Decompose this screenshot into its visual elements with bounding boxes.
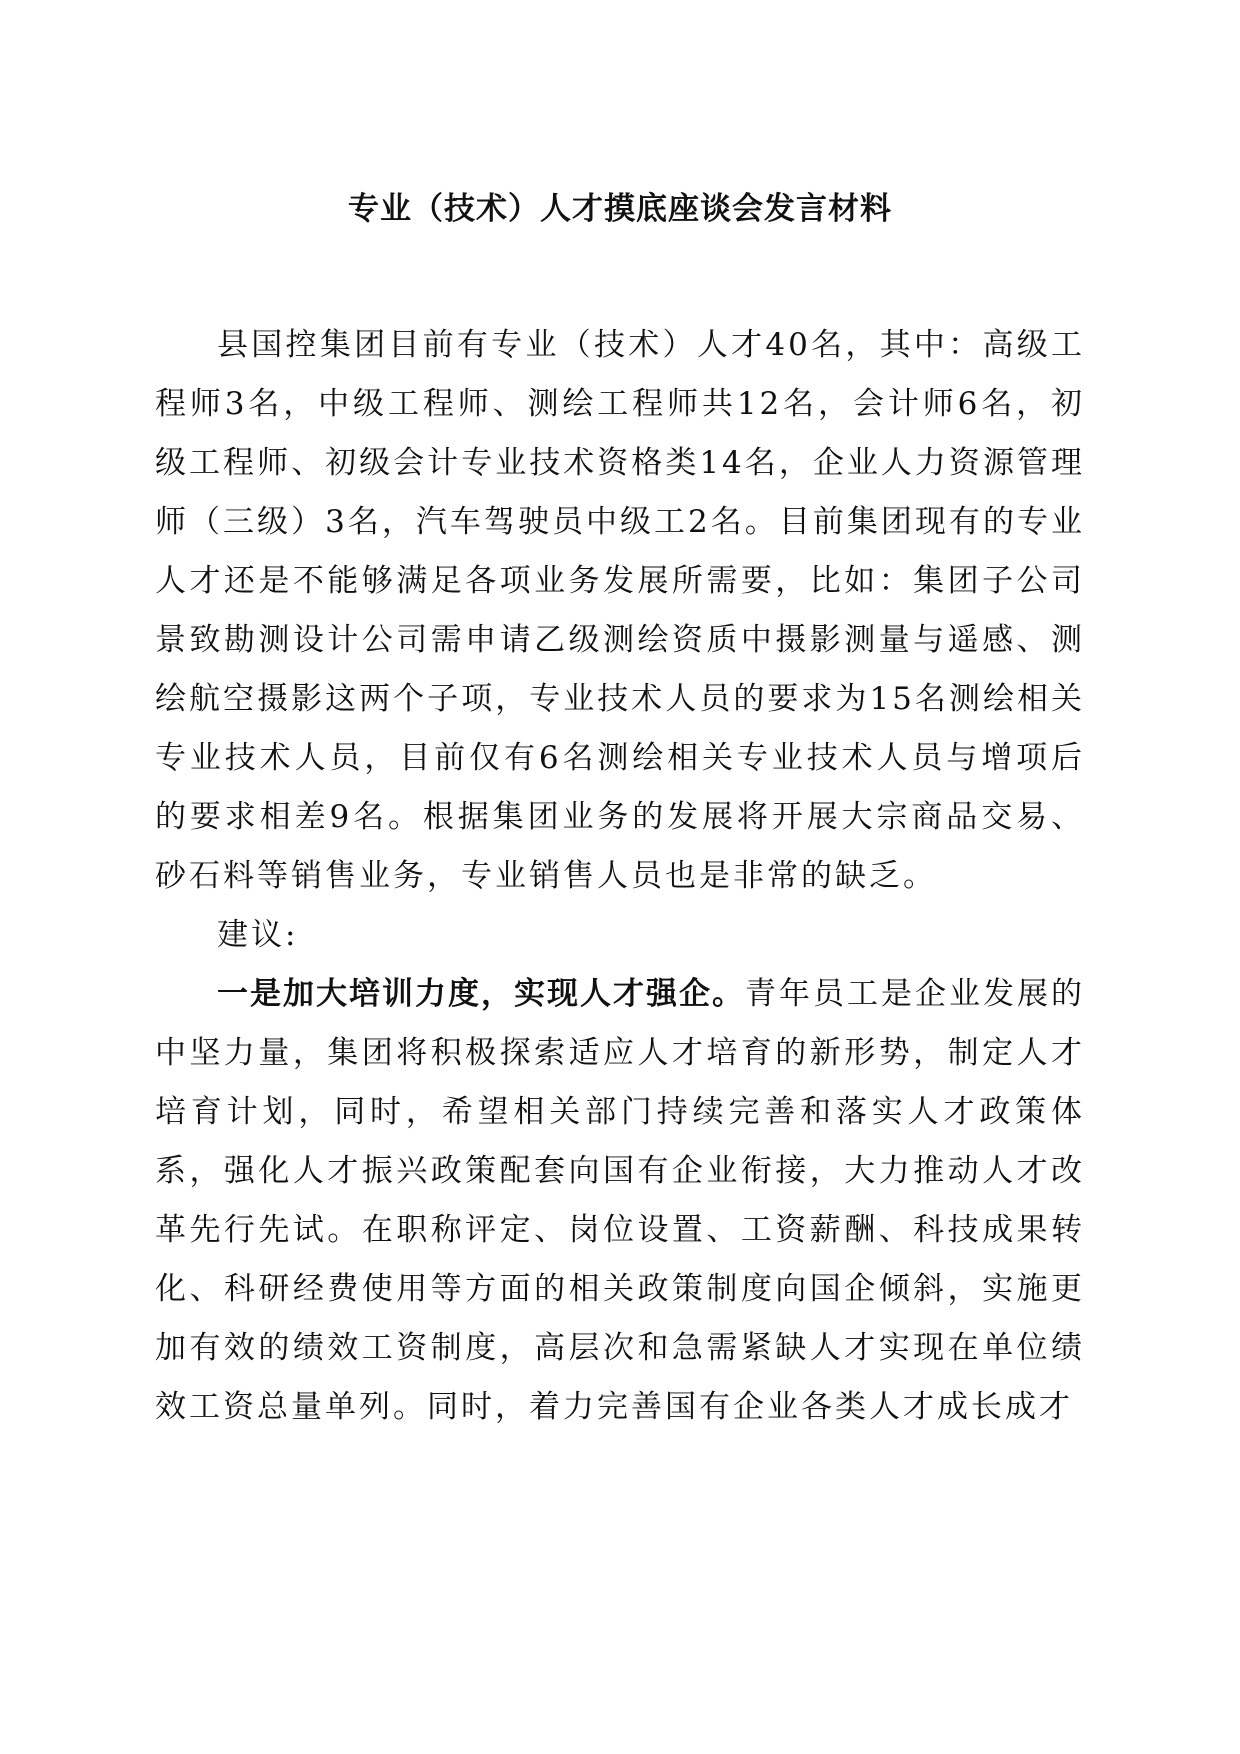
point-one-paragraph <box>155 965 1085 1437</box>
intro-paragraph: 县国控集团目前有专业（技术）人才40名，其中：高级工程师3名，中级工程师、测绘工程师共12名，会计师6名，初级工程师、初级会计专业技术资格类14名，企业人力资源管理师（三级）3名，汽车驾驶员中级工2名。目前集团现有的专业人才还是不能够满足各项业务发展所需要，比如：集团子公司景致勘测设计公司需申请乙级测绘资质中摄影测量与遥感、测绘航空摄影这两个子项，专业技术人员的要求为15名测绘相关专业技术人员，目前仅有6名测绘相关专业技术人员与增项后的要求相差9名。根据集团业务的发展将开展大宗商品交易、砂石料等销售业务，专业销售人员也是非常的缺乏。 <box>155 327 1085 894</box>
document-title: 专业（技术）人才摸底座谈会发言材料 <box>348 191 892 227</box>
point-one-lead: 一是加大培训力度，实现人才强企。 <box>217 976 745 1012</box>
point-one-body: 青年员工是企业发展的中坚力量，集团将积极探索适应人才培育的新形势，制定人才培育计划，同时，希望相关部门持续完善和落实人才政策体系，强化人才振兴政策配套向国有企业衔接，大力推动人才改革先行先试。在职称评定、岗位设置、工资薪酬、科技成果转化、科研经费使用等方面的相关政策制度向国企倾斜，实施更加有效的绩效工资制度，高层次和急需紧缺人才实现在单位绩效工资总量单列。同时，着力完善国有企业各类人才成长成才 <box>155 976 1085 1425</box>
suggestion-label: 建议: <box>217 917 299 953</box>
document-body <box>155 316 1085 1437</box>
